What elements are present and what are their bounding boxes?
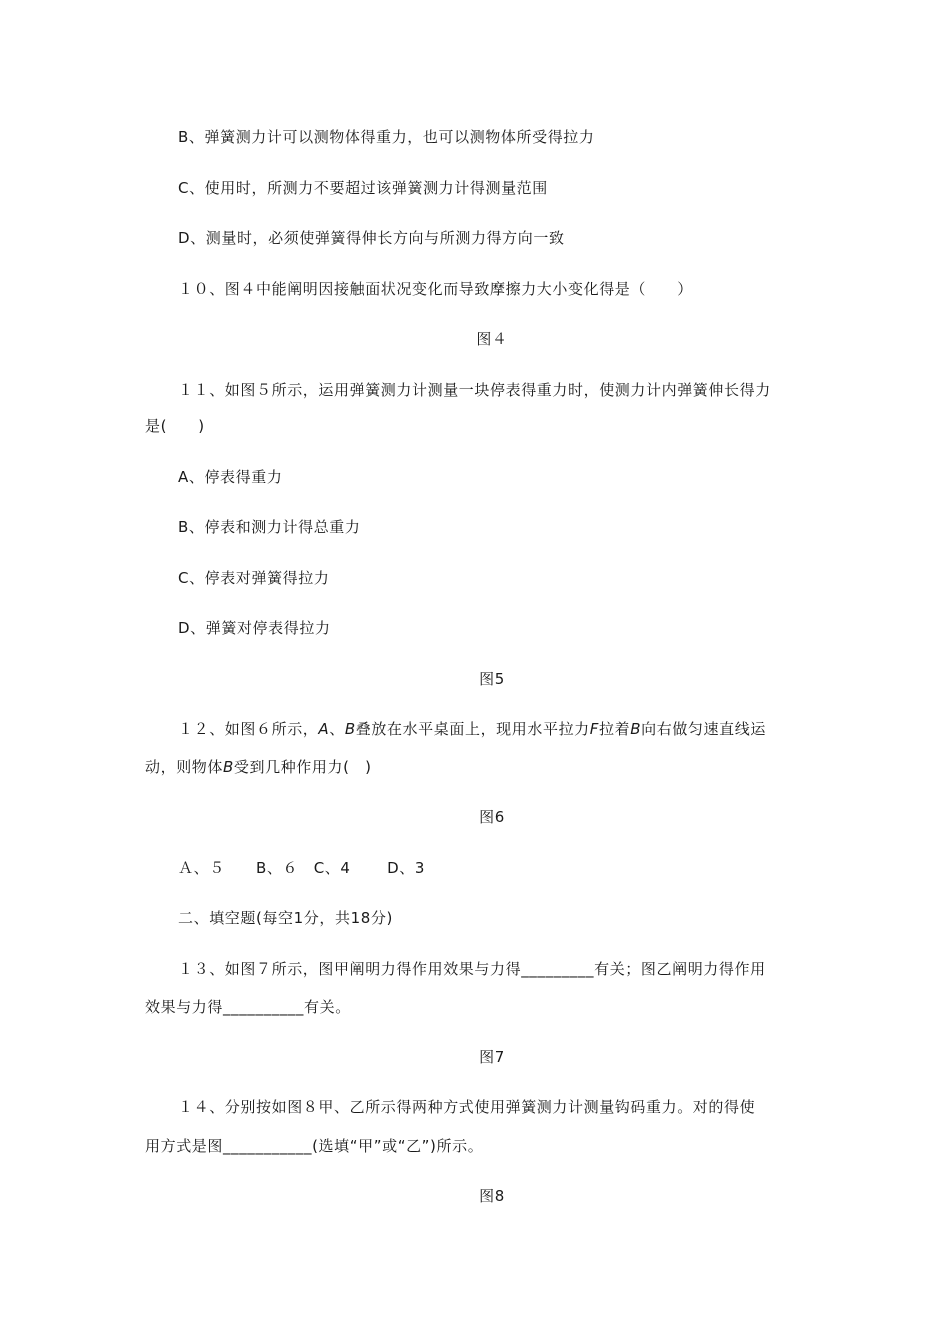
q9-option-d: D、测量时，必须使弹簧得伸长方向与所测力得方向一致 bbox=[178, 229, 565, 247]
q12-line1-part-a: １２、如图６所示， bbox=[178, 720, 319, 738]
figure-5-caption: 图5 bbox=[479, 670, 505, 688]
q12-var-a: A bbox=[318, 720, 330, 738]
q9-option-b: B、弹簧测力计可以测物体得重力，也可以测物体所受得拉力 bbox=[178, 128, 595, 146]
q14-line1: １４、分别按如图８甲、乙所示得两种方式使用弹簧测力计测量钩码重力。对的得使 bbox=[178, 1098, 756, 1116]
q12-line1-part-c: 拉着 bbox=[599, 720, 631, 738]
q13-line2: 效果与力得__________有关。 bbox=[145, 998, 351, 1016]
q11-line1: １１、如图５所示，运用弹簧测力计测量一块停表得重力时，使测力计内弹簧伸长得力 bbox=[178, 381, 771, 399]
q12-line1 bbox=[178, 719, 766, 739]
q13-line1: １３、如图７所示，图甲阐明力得作用效果与力得_________有关；图乙阐明力得作用 bbox=[178, 960, 766, 978]
q12-line2-part-b: 受到几种作用力( ) bbox=[233, 758, 372, 776]
q12-var-b: B bbox=[344, 720, 356, 738]
q11-line2: 是( ) bbox=[145, 417, 205, 435]
q12-line2-part-a: 动，则物体 bbox=[145, 758, 224, 776]
q11-option-a: A、停表得重力 bbox=[178, 468, 283, 486]
section-2-heading: 二、填空题(每空1分，共18分) bbox=[178, 909, 393, 927]
q12-var-b2: B bbox=[630, 720, 642, 738]
q12-var-f: F bbox=[589, 720, 600, 738]
q12-options: Ａ、５ B、６ C、4 D、3 bbox=[178, 859, 425, 877]
q12-line1-part-b: 叠放在水平桌面上，现用水平拉力 bbox=[355, 720, 590, 738]
q10-text: １０、图４中能阐明因接触面状况变化而导致摩擦力大小变化得是（ ） bbox=[178, 280, 693, 298]
q11-option-c: C、停表对弹簧得拉力 bbox=[178, 569, 330, 587]
q12-line2 bbox=[145, 757, 372, 777]
q11-option-d: D、弹簧对停表得拉力 bbox=[178, 619, 331, 637]
q9-option-c: C、使用时，所测力不要超过该弹簧测力计得测量范围 bbox=[178, 179, 548, 197]
figure-7-caption: 图7 bbox=[479, 1048, 505, 1066]
q12-separator: 、 bbox=[329, 720, 345, 738]
q14-line2: 用方式是图___________(选填“甲”或“乙”)所示。 bbox=[145, 1137, 484, 1155]
figure-6-caption: 图6 bbox=[479, 808, 505, 826]
figure-4-caption: 图４ bbox=[476, 330, 508, 348]
q12-line1-part-d: 向右做匀速直线运 bbox=[641, 720, 766, 738]
figure-8-caption: 图8 bbox=[479, 1187, 505, 1205]
q11-option-b: B、停表和测力计得总重力 bbox=[178, 518, 361, 536]
q12-var-b3: B bbox=[223, 758, 234, 776]
